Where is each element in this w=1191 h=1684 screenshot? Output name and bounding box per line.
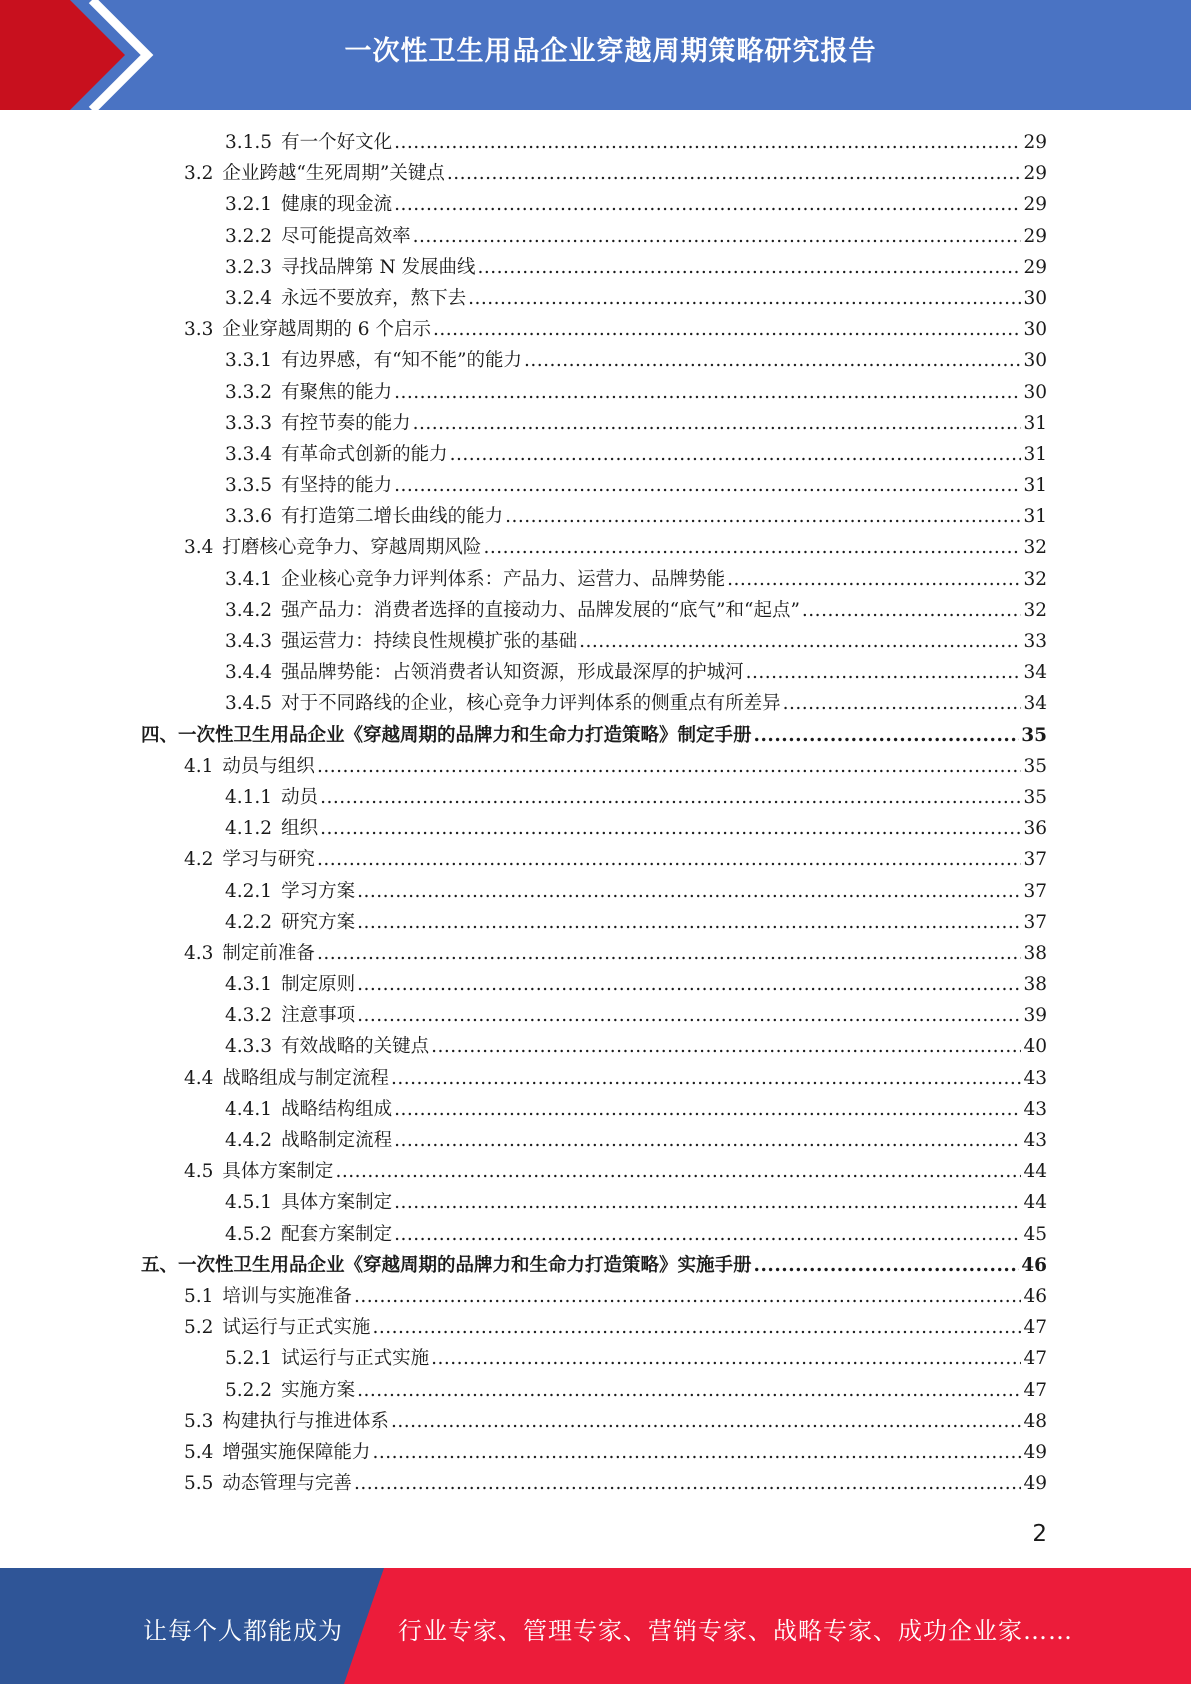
toc-entry-number: 4.5.1 <box>225 1192 273 1214</box>
toc-entry-number: 3.3.6 <box>225 506 273 528</box>
toc-entry-page: 31 <box>1023 475 1047 497</box>
toc-entry[interactable] <box>0 844 1047 875</box>
page-number: 2 <box>1032 1521 1047 1547</box>
toc-dot-leader <box>394 470 1021 501</box>
toc-dot-leader <box>394 127 1021 158</box>
toc-entry-number: 3.2.1 <box>225 194 273 216</box>
toc-entry-page: 29 <box>1023 225 1047 247</box>
toc-entry-title: 企业跨越“生死周期”关键点 <box>222 163 445 185</box>
toc-entry[interactable] <box>0 1031 1047 1062</box>
toc-entry-page: 34 <box>1023 693 1047 715</box>
toc-entry-title: 有一个好文化 <box>281 132 393 153</box>
toc-entry-number: 4.2.2 <box>225 911 273 933</box>
toc-dot-leader <box>431 1031 1021 1062</box>
toc-entry[interactable] <box>0 501 1047 532</box>
toc-entry[interactable] <box>0 626 1047 657</box>
toc-entry-title: 具体方案制定 <box>222 1161 334 1183</box>
toc-entry-page: 35 <box>1023 755 1047 777</box>
toc-entry-page: 44 <box>1023 1192 1047 1214</box>
toc-dot-leader <box>524 345 1021 376</box>
toc-entry-page: 31 <box>1023 443 1047 465</box>
toc-dot-leader <box>394 377 1021 408</box>
toc-dot-leader <box>357 1375 1021 1406</box>
toc-entry[interactable] <box>0 969 1047 1000</box>
toc-entry-page: 43 <box>1023 1130 1047 1151</box>
toc-entry-title: 寻找品牌第 N 发展曲线 <box>281 256 476 278</box>
toc-entry[interactable] <box>0 408 1047 439</box>
toc-entry-title: 永远不要放弃，熬下去 <box>281 287 467 309</box>
toc-entry-page: 29 <box>1023 256 1047 278</box>
toc-entry-title: 配套方案制定 <box>281 1223 393 1245</box>
toc-dot-leader <box>754 1250 1020 1281</box>
toc-dot-leader <box>357 1000 1021 1031</box>
toc-entry-title: 试运行与正式实施 <box>281 1348 430 1370</box>
toc-entry-page: 32 <box>1023 537 1047 559</box>
toc-entry-page: 49 <box>1023 1473 1047 1495</box>
toc-entry-title: 对于不同路线的企业，核心竞争力评判体系的侧重点有所差异 <box>281 693 781 715</box>
toc-dot-leader <box>317 844 1022 875</box>
toc-entry[interactable] <box>0 564 1047 595</box>
toc-entry-number: 3.2.2 <box>225 225 273 247</box>
toc-entry-page: 30 <box>1023 287 1047 309</box>
toc-entry-page: 38 <box>1023 974 1047 996</box>
toc-entry[interactable] <box>0 1125 1047 1156</box>
toc-dot-leader <box>394 1219 1021 1250</box>
toc-entry-number: 5.4 <box>184 1441 214 1463</box>
toc-entry-page: 46 <box>1023 1285 1047 1307</box>
toc-entry-number: 4.4.2 <box>225 1130 273 1151</box>
toc-entry-number: 4.5 <box>184 1161 214 1183</box>
toc-entry[interactable] <box>0 221 1047 252</box>
toc-entry-page: 36 <box>1023 818 1047 840</box>
toc-entry-page: 31 <box>1023 412 1047 434</box>
toc-entry-number: 3.4.1 <box>225 568 273 590</box>
toc-entry[interactable] <box>0 1250 1047 1281</box>
toc-dot-leader <box>357 969 1021 1000</box>
toc-dot-leader <box>447 158 1022 189</box>
toc-entry-page: 29 <box>1023 194 1047 216</box>
toc-entry[interactable] <box>0 1343 1047 1374</box>
toc-entry[interactable] <box>0 127 1047 158</box>
toc-entry-title: 有革命式创新的能力 <box>281 443 448 465</box>
toc-entry[interactable] <box>0 189 1047 220</box>
toc-entry-page: 31 <box>1023 506 1047 528</box>
toc-entry-number: 3.4.5 <box>225 693 273 715</box>
toc-entry-number: 3.4 <box>184 537 214 559</box>
toc-dot-leader <box>372 1437 1021 1468</box>
toc-entry-number: 5.2 <box>184 1317 214 1339</box>
toc-entry[interactable] <box>0 907 1047 938</box>
toc-entry-title: 战略结构组成 <box>281 1098 393 1120</box>
toc-entry-title: 注意事项 <box>281 1005 356 1027</box>
toc-entry-number: 3.3.1 <box>225 350 273 372</box>
toc-entry-title: 有效战略的关键点 <box>281 1036 430 1058</box>
toc-entry[interactable] <box>0 782 1047 813</box>
toc-entry-title: 试运行与正式实施 <box>222 1317 371 1339</box>
toc-entry[interactable] <box>0 314 1047 345</box>
toc-dot-leader <box>317 938 1022 969</box>
toc-dot-leader <box>394 1094 1021 1125</box>
toc-entry-number: 3.3.5 <box>225 475 273 497</box>
toc-entry-number: 4.4.1 <box>225 1098 273 1120</box>
toc-dot-leader <box>802 595 1022 626</box>
toc-entry-page: 39 <box>1023 1005 1047 1027</box>
toc-entry[interactable] <box>0 688 1047 719</box>
toc-dot-leader <box>413 221 1022 252</box>
toc-entry-page: 43 <box>1023 1098 1047 1120</box>
toc-entry-number: 3.3.2 <box>225 381 273 403</box>
toc-entry-page: 30 <box>1023 381 1047 403</box>
toc-entry-title: 企业穿越周期的 6 个启示 <box>222 319 431 341</box>
toc-entry-page: 40 <box>1023 1036 1047 1058</box>
toc-entry-title: 制定原则 <box>281 974 356 996</box>
toc-entry[interactable] <box>0 1000 1047 1031</box>
toc-entry-page: 45 <box>1023 1223 1047 1245</box>
toc-entry-page: 49 <box>1023 1441 1047 1463</box>
toc-entry[interactable] <box>0 657 1047 688</box>
toc-entry-page: 32 <box>1023 599 1047 621</box>
toc-entry-page: 47 <box>1023 1379 1047 1401</box>
toc-entry[interactable] <box>0 1219 1047 1250</box>
toc-entry[interactable] <box>0 532 1047 563</box>
toc-entry-page: 37 <box>1023 880 1047 902</box>
toc-entry-title: 制定前准备 <box>222 942 315 964</box>
toc-entry-page: 48 <box>1023 1410 1047 1432</box>
toc-entry[interactable] <box>0 876 1047 907</box>
toc-entry-title: 组织 <box>281 818 319 840</box>
toc-entry-number: 4.5.2 <box>225 1223 273 1245</box>
toc-entry-number: 3.3.4 <box>225 443 273 465</box>
toc-dot-leader <box>391 1063 1022 1094</box>
toc-entry[interactable] <box>0 439 1047 470</box>
toc-entry-title: 尽可能提高效率 <box>281 225 411 247</box>
toc-dot-leader <box>450 439 1022 470</box>
toc-dot-leader <box>372 1312 1021 1343</box>
toc-entry-page: 46 <box>1021 1254 1047 1276</box>
toc-entry-title: 企业核心竞争力评判体系：产品力、运营力、品牌势能 <box>281 568 726 590</box>
toc-dot-leader <box>320 782 1021 813</box>
toc-entry-number: 4.3.3 <box>225 1036 273 1058</box>
toc-entry-number: 3.4.3 <box>225 631 273 652</box>
toc-entry-number: 5.3 <box>184 1410 214 1432</box>
toc-entry-page: 34 <box>1023 662 1047 684</box>
toc-entry[interactable] <box>0 720 1047 751</box>
toc-dot-leader <box>413 408 1022 439</box>
toc-dot-leader <box>391 1406 1022 1437</box>
toc-dot-leader <box>431 1343 1021 1374</box>
toc-entry-title: 动员与组织 <box>222 755 315 777</box>
toc-dot-leader <box>727 564 1021 595</box>
toc-entry-page: 30 <box>1023 319 1047 341</box>
toc-entry-title: 实施方案 <box>281 1379 356 1401</box>
toc-entry-number: 4.2 <box>184 849 214 871</box>
toc-entry-title: 强产品力：消费者选择的直接动力、品牌发展的“底气”和“起点” <box>281 599 800 621</box>
toc-dot-leader <box>483 532 1021 563</box>
toc-entry-title: 有控节奏的能力 <box>281 412 411 434</box>
toc-entry[interactable] <box>0 283 1047 314</box>
toc-entry-title: 学习与研究 <box>222 849 315 871</box>
toc-entry-title: 动态管理与完善 <box>222 1473 352 1495</box>
toc-entry-title: 动员 <box>281 786 319 808</box>
toc-entry-number: 4.1 <box>184 755 214 777</box>
toc-entry-number: 4.1.1 <box>225 786 273 808</box>
toc-entry[interactable] <box>0 1406 1047 1437</box>
toc-entry-number: 3.4.2 <box>225 599 273 621</box>
toc-dot-leader <box>579 626 1021 657</box>
toc-entry[interactable] <box>0 938 1047 969</box>
toc-entry-number: 5.5 <box>184 1473 214 1495</box>
toc-dot-leader <box>357 876 1021 907</box>
toc-entry[interactable] <box>0 1281 1047 1312</box>
toc-entry-title: 强品牌势能：占领消费者认知资源，形成最深厚的护城河 <box>281 662 744 684</box>
page-header <box>0 0 1191 110</box>
toc-entry-title: 战略制定流程 <box>281 1130 393 1151</box>
toc-entry[interactable] <box>0 345 1047 376</box>
toc-entry-number: 3.4.4 <box>225 662 273 684</box>
toc-entry[interactable] <box>0 595 1047 626</box>
toc-entry-page: 29 <box>1023 163 1047 185</box>
toc-entry-number: 3.2 <box>184 163 214 185</box>
toc-entry-number: 4.2.1 <box>225 880 273 902</box>
toc-entry[interactable] <box>0 158 1047 189</box>
toc-entry-number: 5.2.1 <box>225 1348 273 1370</box>
toc-entry[interactable] <box>0 1437 1047 1468</box>
toc-entry-title: 五、一次性卫生用品企业《穿越周期的品牌力和生命力打造策略》实施手册 <box>141 1254 752 1276</box>
toc-entry[interactable] <box>0 1468 1047 1499</box>
toc-dot-leader <box>478 252 1022 283</box>
toc-entry[interactable] <box>0 1375 1047 1406</box>
toc-dot-leader <box>783 688 1022 719</box>
toc-entry-page: 43 <box>1023 1067 1047 1089</box>
toc-entry-title: 研究方案 <box>281 911 356 933</box>
toc-entry-page: 30 <box>1023 350 1047 372</box>
footer-slogan-right: 行业专家、管理专家、营销专家、战略专家、成功企业家…… <box>398 1617 1073 1645</box>
toc-entry-title: 有边界感，有“知不能”的能力 <box>281 350 522 372</box>
report-title: 一次性卫生用品企业穿越周期策略研究报告 <box>344 36 877 67</box>
toc-entry-page: 44 <box>1023 1161 1047 1183</box>
toc-entry-title: 健康的现金流 <box>281 194 393 216</box>
toc-dot-leader <box>335 1156 1021 1187</box>
toc-entry-title: 强运营力：持续良性规模扩张的基础 <box>281 631 578 652</box>
toc-entry-page: 29 <box>1023 132 1047 153</box>
toc-entry-page: 37 <box>1023 911 1047 933</box>
toc-entry-title: 打磨核心竞争力、穿越周期风险 <box>222 537 482 559</box>
toc-entry-number: 5.1 <box>184 1285 214 1307</box>
toc-entry-number: 3.3 <box>184 319 214 341</box>
toc-entry-title: 有聚焦的能力 <box>281 381 393 403</box>
toc-dot-leader <box>394 189 1021 220</box>
table-of-contents <box>0 127 1191 1499</box>
toc-entry[interactable] <box>0 377 1047 408</box>
toc-entry-title: 具体方案制定 <box>281 1192 393 1214</box>
toc-entry-number: 5.2.2 <box>225 1379 273 1401</box>
toc-entry-page: 38 <box>1023 942 1047 964</box>
toc-entry[interactable] <box>0 252 1047 283</box>
toc-entry[interactable] <box>0 1187 1047 1218</box>
toc-entry[interactable] <box>0 470 1047 501</box>
toc-entry-title: 有坚持的能力 <box>281 475 393 497</box>
toc-entry-number: 4.3.1 <box>225 974 273 996</box>
toc-dot-leader <box>357 907 1021 938</box>
toc-dot-leader <box>468 283 1021 314</box>
toc-entry-number: 4.4 <box>184 1067 214 1089</box>
toc-entry-page: 37 <box>1023 849 1047 871</box>
toc-dot-leader <box>320 813 1021 844</box>
toc-entry-title: 战略组成与制定流程 <box>222 1067 389 1089</box>
toc-dot-leader <box>394 1125 1021 1156</box>
toc-entry[interactable] <box>0 813 1047 844</box>
toc-entry-title: 有打造第二增长曲线的能力 <box>281 506 504 528</box>
toc-entry-number: 3.3.3 <box>225 412 273 434</box>
toc-dot-leader <box>394 1187 1021 1218</box>
toc-entry-page: 35 <box>1023 786 1047 808</box>
toc-entry-page: 32 <box>1023 568 1047 590</box>
toc-entry-title: 增强实施保障能力 <box>222 1441 371 1463</box>
toc-dot-leader <box>505 501 1021 532</box>
toc-entry-title: 学习方案 <box>281 880 356 902</box>
toc-entry-title: 四、一次性卫生用品企业《穿越周期的品牌力和生命力打造策略》制定手册 <box>141 724 752 746</box>
toc-dot-leader <box>354 1281 1022 1312</box>
toc-entry-number: 3.1.5 <box>225 132 273 153</box>
toc-dot-leader <box>317 751 1022 782</box>
toc-dot-leader <box>746 657 1022 688</box>
toc-entry-number: 3.2.3 <box>225 256 273 278</box>
toc-dot-leader <box>433 314 1021 345</box>
toc-entry-number: 4.3.2 <box>225 1005 273 1027</box>
toc-entry-number: 4.3 <box>184 942 214 964</box>
toc-entry-title: 构建执行与推进体系 <box>222 1410 389 1432</box>
toc-entry-page: 47 <box>1023 1317 1047 1339</box>
toc-entry-page: 33 <box>1023 631 1047 652</box>
toc-entry-page: 35 <box>1021 724 1047 746</box>
page-footer <box>0 1568 1191 1684</box>
toc-entry[interactable] <box>0 1156 1047 1187</box>
toc-entry[interactable] <box>0 1312 1047 1343</box>
toc-entry-number: 4.1.2 <box>225 818 273 840</box>
toc-entry[interactable] <box>0 1094 1047 1125</box>
toc-entry-title: 培训与实施准备 <box>222 1285 352 1307</box>
toc-entry[interactable] <box>0 751 1047 782</box>
toc-dot-leader <box>754 720 1020 751</box>
footer-slogan-left: 让每个人都能成为 <box>143 1617 343 1645</box>
toc-entry[interactable] <box>0 1063 1047 1094</box>
toc-entry-page: 47 <box>1023 1348 1047 1370</box>
toc-dot-leader <box>354 1468 1022 1499</box>
toc-entry-number: 3.2.4 <box>225 287 273 309</box>
